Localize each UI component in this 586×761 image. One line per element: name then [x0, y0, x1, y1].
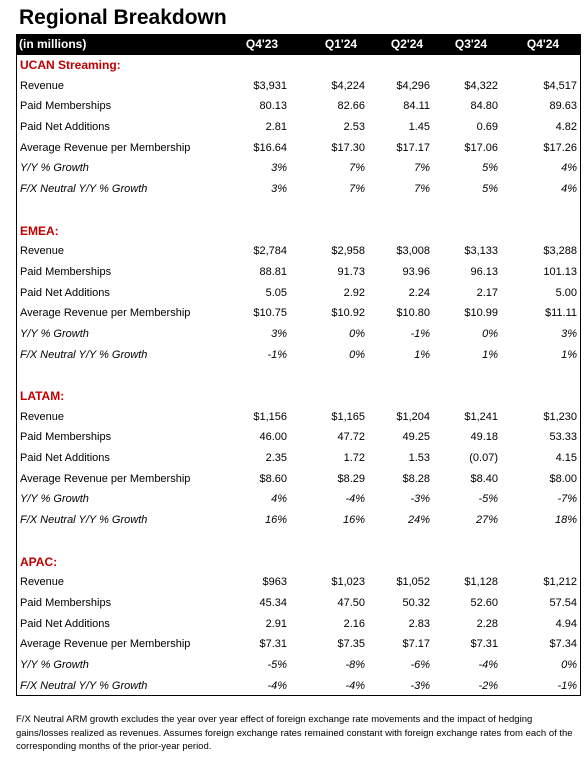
header-period: Q2'24	[390, 37, 424, 51]
table-cell: $10.80	[396, 307, 430, 320]
row-label: Revenue	[20, 576, 65, 589]
row-label: Revenue	[20, 410, 65, 423]
section-title-row	[16, 55, 581, 76]
table-row	[16, 676, 581, 697]
table-cell: -4%	[478, 658, 498, 671]
table-row	[16, 76, 581, 97]
table-cell: $1,128	[464, 576, 498, 589]
table-cell: 2.35	[265, 452, 287, 465]
table-cell: $8.60	[259, 472, 287, 485]
table-cell: 57.54	[549, 596, 577, 609]
table-cell: -1%	[410, 327, 430, 340]
table-cell: -2%	[478, 679, 498, 692]
table-row	[16, 407, 581, 428]
table-cell: $10.92	[331, 307, 365, 320]
table-cell: 1%	[482, 348, 498, 361]
table-cell: 52.60	[470, 596, 498, 609]
page-title: Regional Breakdown	[19, 6, 227, 29]
table-row	[16, 179, 581, 200]
table-cell: 4.94	[555, 617, 577, 630]
table-cell: $3,931	[253, 79, 287, 92]
table-header-row	[16, 34, 581, 55]
row-label: F/X Neutral Y/Y % Growth	[20, 679, 148, 692]
row-label: Paid Memberships	[20, 596, 112, 609]
table-cell: -5%	[478, 493, 498, 506]
table-cell: -3%	[410, 679, 430, 692]
table-cell: 4.82	[555, 121, 577, 134]
table-cell: -1%	[557, 679, 577, 692]
row-label: Y/Y % Growth	[20, 658, 89, 671]
table-cell: 96.13	[470, 265, 498, 278]
table-cell: $3,133	[464, 245, 498, 258]
table-cell: 16%	[264, 514, 287, 527]
table-cell: $3,008	[396, 245, 430, 258]
table-cell: 47.50	[337, 596, 365, 609]
table-cell: -5%	[267, 658, 287, 671]
table-cell: 0%	[561, 658, 577, 671]
row-label: Revenue	[20, 245, 65, 258]
table-cell: -6%	[410, 658, 430, 671]
row-label: Paid Memberships	[20, 265, 112, 278]
row-label: Average Revenue per Membership	[20, 141, 191, 154]
table-cell: $3,288	[543, 245, 577, 258]
table-row	[16, 158, 581, 179]
row-label: F/X Neutral Y/Y % Growth	[20, 514, 148, 527]
table-row	[16, 655, 581, 676]
table-cell: 7%	[414, 183, 430, 196]
section-spacer	[16, 200, 581, 221]
table-cell: $1,212	[543, 576, 577, 589]
row-label: Average Revenue per Membership	[20, 638, 191, 651]
table-cell: 5.00	[555, 286, 577, 299]
table-cell: 49.25	[402, 431, 430, 444]
table-cell: $1,241	[464, 410, 498, 423]
regional-breakdown-table	[16, 34, 581, 696]
table-row	[16, 448, 581, 469]
table-cell: 45.34	[259, 596, 287, 609]
section-title: LATAM:	[20, 389, 65, 403]
table-cell: $16.64	[253, 141, 287, 154]
table-cell: 50.32	[402, 596, 430, 609]
table-cell: (0.07)	[469, 452, 498, 465]
table-cell: 4%	[561, 162, 577, 175]
table-cell: 2.83	[408, 617, 430, 630]
table-cell: $7.34	[549, 638, 577, 651]
table-cell: $7.17	[402, 638, 430, 651]
row-label: Average Revenue per Membership	[20, 472, 191, 485]
table-cell: 91.73	[337, 265, 365, 278]
row-label: Paid Net Additions	[20, 121, 110, 134]
table-cell: 1%	[414, 348, 430, 361]
table-cell: 3%	[271, 162, 287, 175]
section-spacer	[16, 365, 581, 386]
table-cell: 4.15	[555, 452, 577, 465]
table-cell: $11.11	[544, 307, 577, 320]
table-cell: 4%	[271, 493, 287, 506]
table-cell: $4,517	[543, 79, 577, 92]
table-cell: 5%	[482, 183, 498, 196]
table-row	[16, 241, 581, 262]
table-cell: 7%	[349, 162, 365, 175]
table-cell: $8.00	[549, 472, 577, 485]
table-cell: 2.92	[343, 286, 365, 299]
table-cell: 24%	[407, 514, 430, 527]
table-cell: 2.24	[408, 286, 430, 299]
table-cell: 0%	[349, 327, 365, 340]
table-cell: $2,784	[253, 245, 287, 258]
table-cell: $963	[262, 576, 287, 589]
row-label: Average Revenue per Membership	[20, 307, 191, 320]
table-row	[16, 510, 581, 531]
table-cell: -4%	[345, 679, 365, 692]
table-cell: 18%	[554, 514, 577, 527]
table-cell: -4%	[267, 679, 287, 692]
section-title: APAC:	[20, 554, 58, 569]
table-cell: $1,204	[396, 410, 430, 423]
table-row	[16, 593, 581, 614]
table-row	[16, 489, 581, 510]
table-cell: $17.26	[543, 141, 577, 154]
table-row	[16, 614, 581, 635]
table-cell: 4%	[561, 183, 577, 196]
table-cell: 2.81	[265, 121, 287, 134]
table-cell: -7%	[557, 493, 577, 506]
table-cell: 27%	[475, 514, 498, 527]
table-cell: 0%	[482, 327, 498, 340]
table-cell: -1%	[267, 348, 287, 361]
row-label: Revenue	[20, 79, 65, 92]
table-cell: 1.45	[408, 121, 430, 134]
section-spacer	[16, 531, 581, 552]
table-cell: $1,023	[331, 576, 365, 589]
table-row	[16, 262, 581, 283]
table-cell: 1.72	[343, 452, 365, 465]
header-period: Q4'24	[526, 37, 560, 51]
table-cell: 84.11	[403, 100, 430, 113]
table-cell: 1.53	[408, 452, 430, 465]
table-cell: 2.91	[265, 617, 287, 630]
table-row	[16, 138, 581, 159]
table-row	[16, 469, 581, 490]
section-title: EMEA:	[20, 223, 59, 238]
table-cell: 5%	[482, 162, 498, 175]
table-cell: 2.53	[343, 121, 365, 134]
table-cell: $17.30	[331, 141, 365, 154]
section-title-row	[16, 221, 581, 242]
table-cell: 80.13	[259, 100, 287, 113]
header-period: Q1'24	[324, 37, 358, 51]
table-row	[16, 283, 581, 304]
row-label: Paid Memberships	[20, 431, 112, 444]
table-cell: $8.40	[470, 472, 498, 485]
table-cell: 2.28	[476, 617, 498, 630]
table-cell: $8.29	[337, 472, 365, 485]
row-label: Y/Y % Growth	[20, 493, 89, 506]
table-cell: $17.17	[396, 141, 430, 154]
table-cell: 3%	[271, 183, 287, 196]
table-cell: 2.17	[476, 286, 498, 299]
table-row	[16, 345, 581, 366]
table-row	[16, 324, 581, 345]
table-body	[16, 55, 581, 696]
table-cell: 3%	[561, 327, 577, 340]
row-label: Y/Y % Growth	[20, 327, 89, 340]
table-row	[16, 427, 581, 448]
table-cell: 53.33	[549, 431, 577, 444]
table-cell: $1,230	[543, 410, 577, 423]
table-cell: $1,052	[396, 576, 430, 589]
table-cell: $2,958	[331, 245, 365, 258]
table-cell: -4%	[345, 493, 365, 506]
table-cell: $10.75	[253, 307, 287, 320]
table-cell: -3%	[410, 493, 430, 506]
table-cell: 1%	[561, 348, 577, 361]
table-cell: $17.06	[464, 141, 498, 154]
table-cell: $7.35	[337, 638, 365, 651]
header-period: Q4'23	[245, 37, 279, 51]
row-label: Paid Net Additions	[20, 617, 110, 630]
table-cell: $1,156	[253, 410, 287, 423]
table-row	[16, 96, 581, 117]
table-cell: $7.31	[470, 638, 498, 651]
table-cell: 88.81	[259, 265, 287, 278]
row-label: Paid Net Additions	[20, 286, 110, 299]
table-cell: $7.31	[259, 638, 287, 651]
section-title-row	[16, 386, 581, 407]
table-cell: $10.99	[464, 307, 498, 320]
table-cell: 7%	[414, 162, 430, 175]
table-cell: 0%	[349, 348, 365, 361]
table-cell: 89.63	[549, 100, 577, 113]
table-cell: $1,165	[331, 410, 365, 423]
table-cell: 3%	[271, 327, 287, 340]
table-cell: -8%	[345, 658, 365, 671]
section-title-row	[16, 552, 581, 573]
table-cell: 47.72	[337, 431, 365, 444]
table-cell: 49.18	[470, 431, 498, 444]
table-cell: 101.13	[543, 265, 577, 278]
table-row	[16, 572, 581, 593]
table-cell: 0.69	[476, 121, 498, 134]
table-row	[16, 303, 581, 324]
section-title: UCAN Streaming:	[20, 58, 121, 72]
table-cell: $4,224	[331, 79, 365, 92]
table-cell: 5.05	[265, 286, 287, 299]
row-label: Paid Memberships	[20, 100, 112, 113]
table-cell: 7%	[349, 183, 365, 196]
row-label: Paid Net Additions	[20, 452, 110, 465]
header-period: Q3'24	[454, 37, 488, 51]
row-label: Y/Y % Growth	[20, 162, 89, 175]
table-cell: 82.66	[337, 100, 365, 113]
table-cell: $4,322	[464, 79, 498, 92]
table-cell: 84.80	[470, 100, 498, 113]
table-cell: $8.28	[402, 472, 430, 485]
footnote: F/X Neutral ARM growth excludes the year over year effect of foreign exchange rate movements and the impact of hedging gains/losses realized as revenues. Assumes foreign exchange rates remained constant with foreign exchange rates from each of the corresponding months of the prior-year period.	[16, 714, 573, 752]
table-row	[16, 117, 581, 138]
table-cell: 46.00	[259, 431, 287, 444]
table-row	[16, 634, 581, 655]
table-cell: $4,296	[396, 79, 430, 92]
table-cell: 93.96	[402, 265, 430, 278]
table-cell: 2.16	[343, 617, 365, 630]
table-cell: 16%	[342, 514, 365, 527]
header-units-label: (in millions)	[19, 37, 87, 51]
row-label: F/X Neutral Y/Y % Growth	[20, 348, 148, 361]
row-label: F/X Neutral Y/Y % Growth	[20, 183, 148, 196]
